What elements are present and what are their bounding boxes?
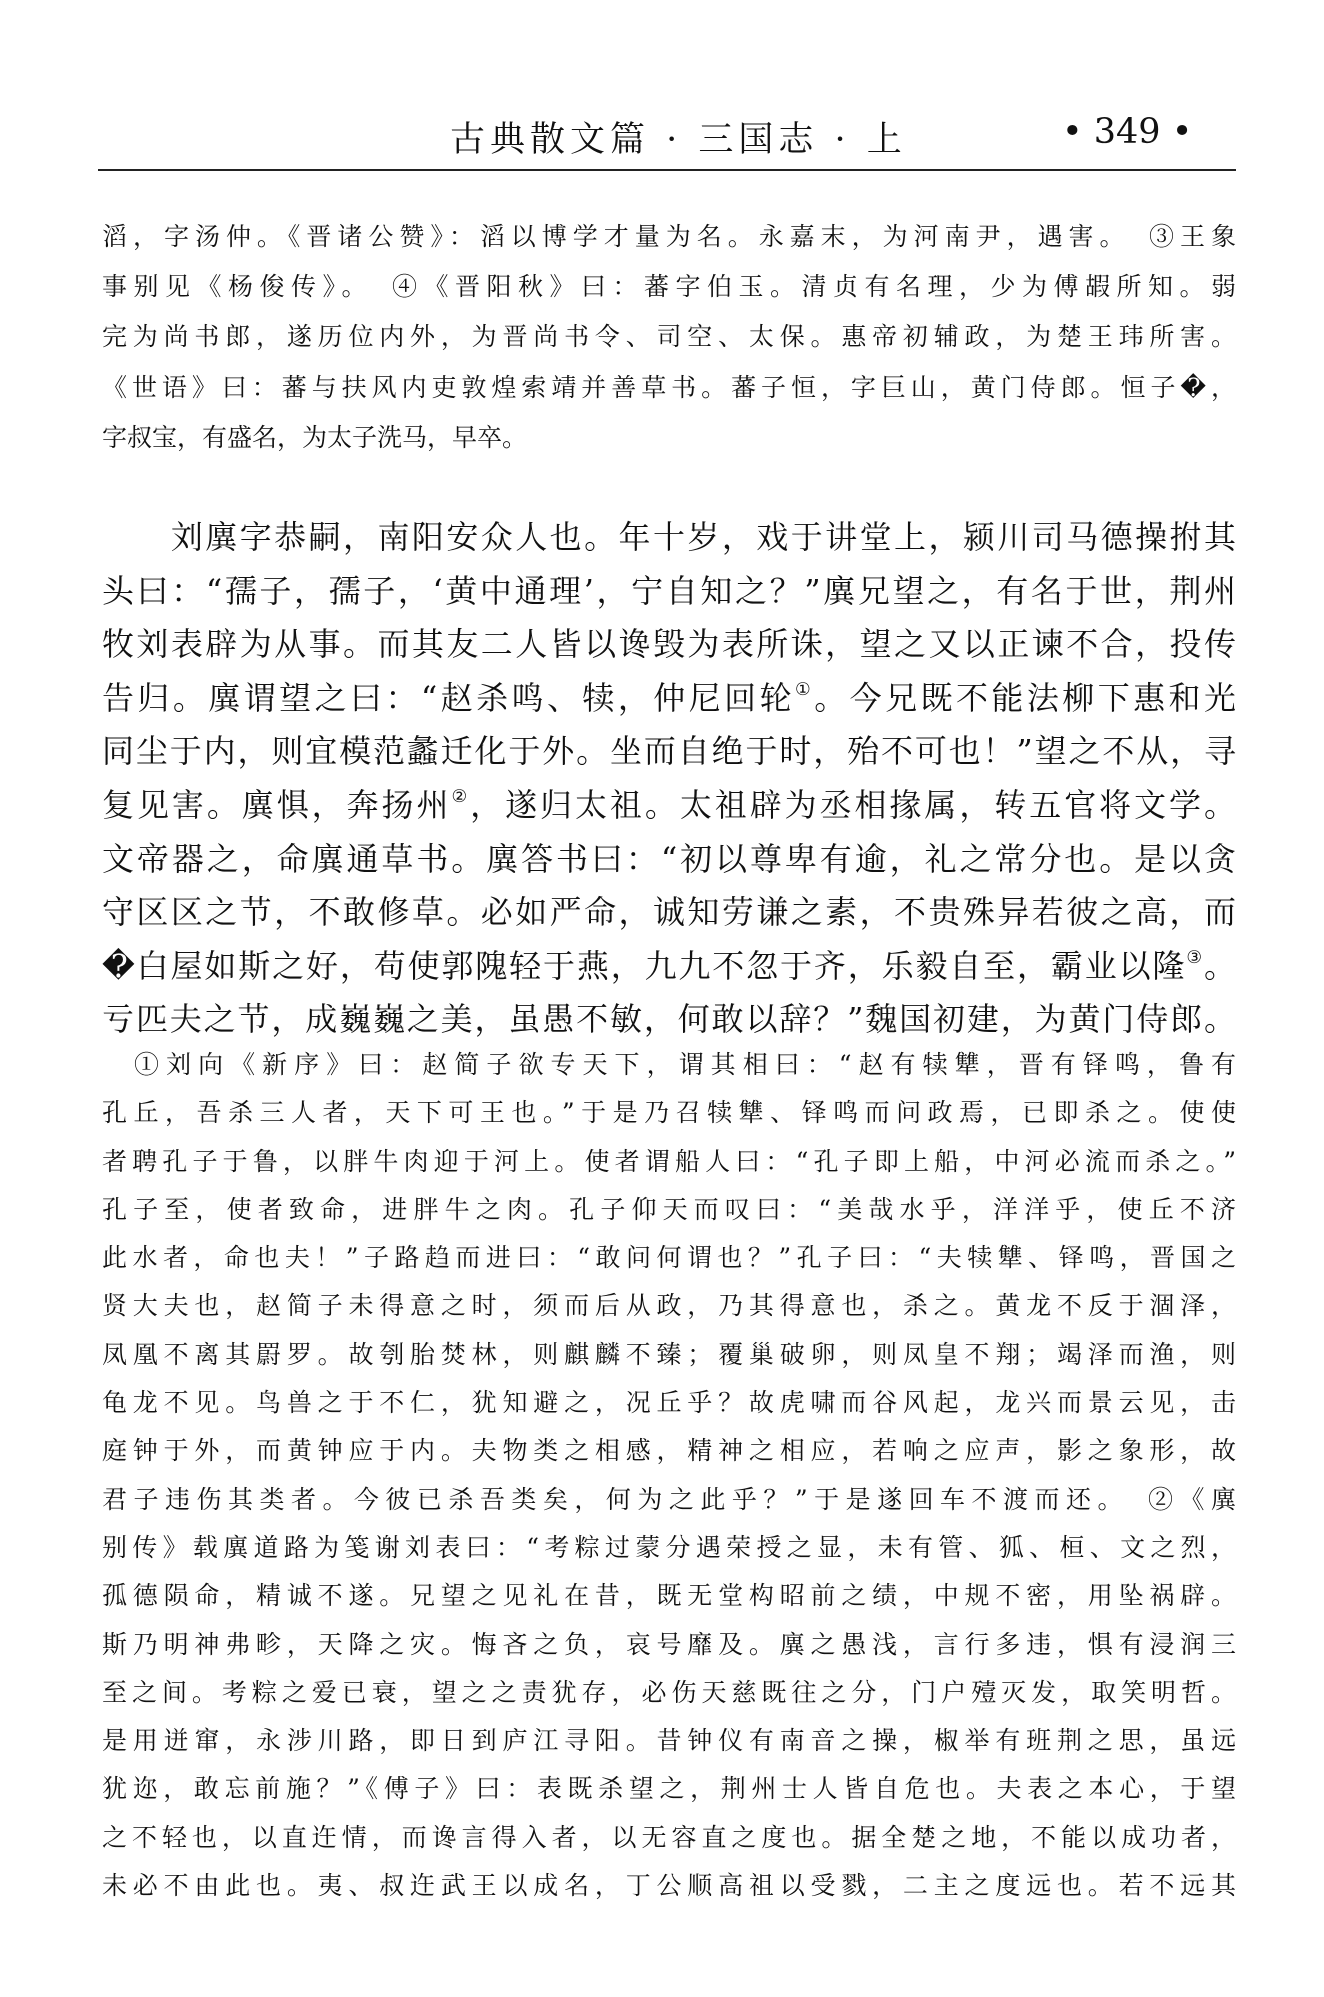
line-text: 之不轻也，以直迕情，而谗言得入者，以无容直之度也。据全楚之地，不能以成功者， <box>102 1822 1236 1852</box>
text-line <box>102 1234 1236 1282</box>
line-text: 庭钟于外，而黄钟应于内。夫物类之相感，精神之相应，若响之应声，影之象形，故 <box>102 1436 1236 1466</box>
line-text: 刘廙字恭嗣，南阳安众人也。年十岁，戏于讲堂上，颍川司马德操拊其 <box>102 518 1236 556</box>
line-text: 孔子至，使者致命，进胖牛之肉。孔子仰天而叹曰：“美哉水乎，洋洋乎，使丘不济 <box>102 1194 1236 1224</box>
line-text: 是用迸窜，永涉川路，即日到庐江寻阳。昔钟仪有南音之操，椒举有班荆之思，虽远 <box>102 1726 1236 1756</box>
text-line <box>102 262 1236 312</box>
text-line <box>102 1089 1236 1137</box>
line-text: 凤凰不离其罻罗。故刳胎焚林，则麒麟不臻；覆巢破卵，则凤皇不翔；竭泽而渔，则 <box>102 1339 1236 1369</box>
text-line <box>102 1427 1236 1475</box>
text-line <box>102 1476 1236 1524</box>
line-text: 孔丘，吾杀三人者，天下可王也。”于是乃召犊犨、铎鸣而问政焉，已即杀之。使使 <box>102 1098 1236 1128</box>
text-line <box>102 511 1236 565</box>
line-text: 同尘于内，则宜模范蠡迁化于外。坐而自绝于时，殆不可也！”望之不从，寻 <box>102 732 1236 771</box>
line-text: 别传》载廙道路为笺谢刘表曰：“考粽过蒙分遇荣授之显，未有管、狐、桓、文之烈， <box>102 1532 1236 1562</box>
line-text: 者聘孔子于鲁，以胖牛肉迎于河上。使者谓船人曰：“孔子即上船，中河必流而杀之。” <box>102 1146 1236 1176</box>
text-line <box>102 565 1236 619</box>
text-line <box>102 1524 1236 1572</box>
footnote-marker[interactable]: ① <box>795 679 815 700</box>
text-line <box>102 1862 1236 1910</box>
line-text: 守区区之节，不敢修草。必如严命，诚知劳谦之素，不贵殊异若彼之高，而 <box>102 893 1236 932</box>
text-line <box>102 1331 1236 1379</box>
text-line <box>102 212 1236 262</box>
line-text: 告归。廙谓望之曰：“赵杀鸣、犊，仲尼回轮 <box>102 678 796 717</box>
line-text: 滔，字汤仲。《晋诸公赞》：滔以博学才量为名。永嘉末，为河南尹，遇害。 ③王象 <box>102 222 1236 251</box>
text-line <box>102 940 1236 994</box>
line-text: 字叔宝，有盛名，为太子洗马，早卒。 <box>102 422 528 452</box>
line-text: 犹迩，敢忘前施？”《傅子》曰：表既杀望之，荆州士人皆自危也。夫表之本心，于望 <box>102 1774 1236 1804</box>
text-line <box>102 1041 1236 1089</box>
text-line <box>102 618 1236 672</box>
line-text: 斯乃明神弗畛，天降之灾。悔吝之负，哀号靡及。廙之愚浅，言行多违，惧有浸润三 <box>102 1629 1236 1659</box>
text-line <box>102 779 1236 833</box>
text-line <box>102 1186 1236 1234</box>
line-text: 完为尚书郎，遂历位内外，为晋尚书令、司空、太保。惠帝初辅政，为楚王玮所害。 <box>102 322 1236 352</box>
line-text: 。 <box>1203 946 1236 985</box>
main-text <box>102 511 1236 1047</box>
line-text: 亏匹夫之节，成巍巍之美，虽愚不敏，何敢以辞？”魏国初建，为黄门侍郎。 <box>102 1000 1236 1039</box>
line-text: 头曰：“孺子，孺子，‘黄中通理’，宁自知之？”廙兄望之，有名于世，荆州 <box>102 571 1236 610</box>
text-line <box>102 833 1236 887</box>
line-text: 《世语》曰：蕃与扶风内吏敦煌索靖并善草书。蕃子恒，字巨山，黄门侍郎。恒子�， <box>102 372 1236 402</box>
running-title: 古典散文篇 · 三国志 · 上 <box>450 120 907 160</box>
footnote-marker[interactable]: ③ <box>1186 947 1204 968</box>
text-line <box>102 886 1236 940</box>
text-line <box>102 672 1236 726</box>
footnote-marker[interactable]: ② <box>451 786 471 807</box>
running-header <box>98 108 1236 168</box>
line-text: 牧刘表辟为从事。而其友二人皆以谗毁为表所诛，望之又以正谏不合，投传 <box>102 625 1236 664</box>
text-line <box>102 1669 1236 1717</box>
text-line <box>102 1814 1236 1862</box>
text-line <box>102 1621 1236 1669</box>
line-text: 龟龙不见。鸟兽之于不仁，犹知避之，况丘乎？故虎啸而谷风起，龙兴而景云见，击 <box>102 1388 1236 1418</box>
page-number: • 349 • <box>1062 112 1193 152</box>
text-line <box>102 1572 1236 1620</box>
text-line <box>102 1765 1236 1813</box>
text-line <box>102 1717 1236 1765</box>
line-text: 复见害。廙惧，奔扬州 <box>102 785 452 824</box>
line-text: 。今兄既不能法柳下惠和光 <box>814 678 1236 717</box>
text-line <box>102 993 1236 1047</box>
line-text: �白屋如斯之好，苟使郭隗轻于燕，九九不忽于齐，乐毅自至，霸业以隆 <box>102 946 1187 985</box>
header-rule <box>98 169 1236 171</box>
line-text: 事别见《杨俊传》。 ④《晋阳秋》曰：蕃字伯玉。清贞有名理，少为傅嘏所知。弱 <box>102 272 1236 302</box>
text-line <box>102 1138 1236 1186</box>
line-text: ，遂归太祖。太祖辟为丞相掾属，转五官将文学。 <box>470 785 1236 824</box>
text-line <box>102 312 1236 362</box>
text-line <box>102 1282 1236 1330</box>
line-text: 贤大夫也，赵简子未得意之时，须而后从政，乃其得意也，杀之。黄龙不反于涸泽， <box>102 1291 1236 1321</box>
line-text: 君子违伤其类者。今彼已杀吾类矣，何为之此乎？”于是遂回车不渡而还。 ②《廙 <box>102 1484 1236 1514</box>
line-text: 未必不由此也。夷、叔迕武王以成名，丁公顺高祖以受戮，二主之度远也。若不远其 <box>102 1871 1236 1901</box>
text-line <box>102 413 1236 463</box>
line-text: 至之间。考粽之爱已衰，望之之责犹存，必伤天慈既往之分，门户殪灭发，取笑明哲。 <box>102 1677 1236 1707</box>
top-footnotes <box>102 212 1236 463</box>
text-line <box>102 363 1236 413</box>
annotations <box>102 1041 1236 1910</box>
line-text: ①刘向《新序》曰：赵简子欲专天下，谓其相曰：“赵有犊犨，晋有铎鸣，鲁有 <box>102 1050 1236 1079</box>
text-line <box>102 725 1236 779</box>
line-text: 孤德陨命，精诚不遂。兄望之见礼在昔，既无堂构昭前之绩，中规不密，用坠祸辟。 <box>102 1581 1236 1611</box>
line-text: 文帝器之，命廙通草书。廙答书曰：“初以尊卑有逾，礼之常分也。是以贪 <box>102 839 1236 878</box>
text-line <box>102 1379 1236 1427</box>
line-text: 此水者，命也夫！”子路趋而进曰：“敢问何谓也？”孔子曰：“夫犊犨、铎鸣，晋国之 <box>102 1243 1236 1273</box>
